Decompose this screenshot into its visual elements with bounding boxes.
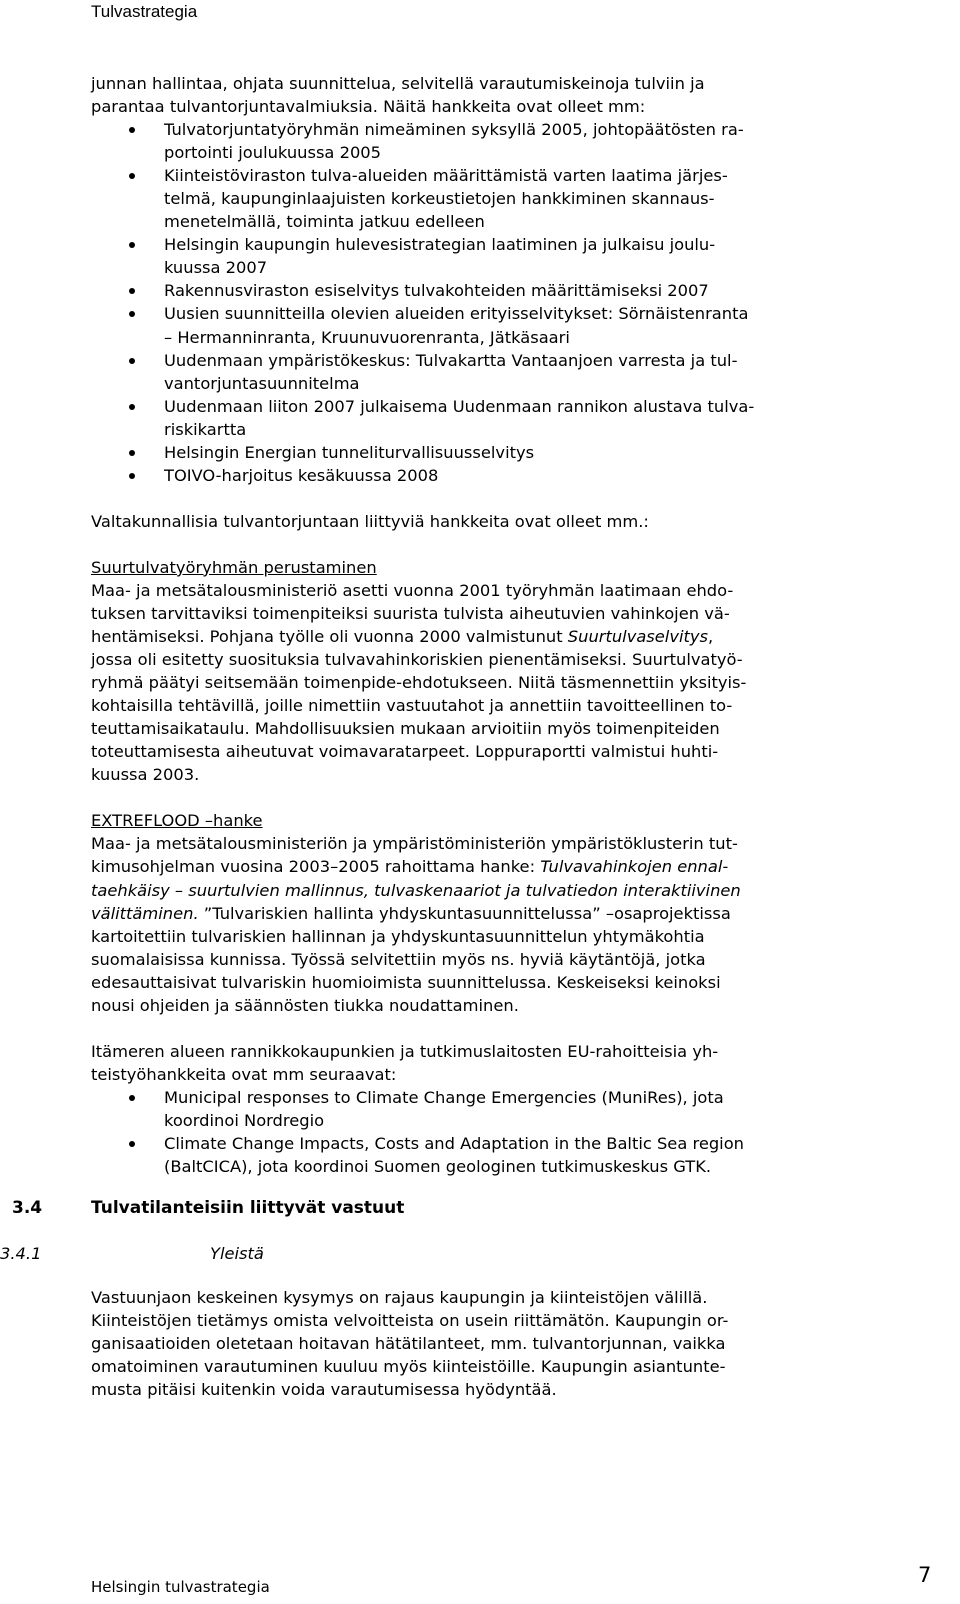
intro-line: junnan hallintaa, ohjata suunnittelua, selvitellä varautumiskeinoja tulviin ja xyxy=(91,74,705,93)
list-item: Tulvatorjuntatyöryhmän nimeäminen syksyllä 2005, johtopäätösten ra- portointi joulukuussa 2005 xyxy=(91,118,931,164)
baltic-intro-line: Itämeren alueen rannikkokaupunkien ja tutkimuslaitosten EU-rahoitteisia yh- xyxy=(91,1041,719,1061)
extreflood-paragraph: Maa- ja metsätalousministeriön ja ympäristöministeriön ympäristöklusterin tut- kimusohjelman vuosina 2003–2005 rahoittama hanke: Tulvavahinkojen ennal- taehkäisy – suurtulvien mallinnus, tulvaskenaariot ja tulvatiedon interaktiivinen välittäminen. ”Tulvariskien hallinta yhdyskuntasuunnittelussa” –osaprojektissa kartoitettiin tulvariskien hallinnan ja yhdyskuntasuunnittelun yhtymäkohtia suomalaisissa kunnissa. Työssä selvitettiin myös ns. hyviä käytäntöjä, jotka edesauttaisivat tulvariskin huomioimista suunnittelussa. Keskeiseksi keinoksi nousi ohjeiden ja säännösten tiukka noudattaminen. xyxy=(91,834,741,1015)
list-item: Helsingin kaupungin hulevesistrategian laatiminen ja julkaisu joulu- kuussa 2007 xyxy=(91,233,931,279)
baltic-intro-line: teistyöhankkeita ovat mm seuraavat: xyxy=(91,1064,397,1084)
list-item: Climate Change Impacts, Costs and Adaptation in the Baltic Sea region (BaltCICA), jota koordinoi Suomen geologinen tutkimuskeskus GTK. xyxy=(91,1132,931,1178)
subsection-title: Yleistä xyxy=(210,1244,264,1263)
responsibility-paragraph: Vastuunjaon keskeinen kysymys on rajaus kaupungin ja kiinteistöjen välillä. Kiinteistöjen tietämys omista velvoitteista on usein riittämätön. Kaupungin or- ganisaatioiden oletetaan hoitavan hätätilanteet, mm. tulvantorjunnan, vaikka omatoiminen varautuminen kuuluu myös kiinteistöille. Kaupungin asiantunte- musta pitäisi kuitenkin voida varautumisessa hyödyntää. xyxy=(91,1288,729,1400)
subsection-number: 3.4.1 xyxy=(0,1244,42,1263)
page-number: 7 xyxy=(918,1563,932,1587)
list-item: Municipal responses to Climate Change Emergencies (MuniRes), jota koordinoi Nordregio xyxy=(91,1086,931,1132)
list-item: TOIVO-harjoitus kesäkuussa 2008 xyxy=(91,464,931,487)
list-item: Kiinteistöviraston tulva-alueiden määrittämistä varten laatima järjes- telmä, kaupunginlaajuisten korkeustietojen hankkiminen skannaus- menetelmällä, toiminta jatkuu edelleen xyxy=(91,164,931,233)
extreflood-heading: EXTREFLOOD –hanke xyxy=(91,811,263,831)
list-item: Uusien suunnitteilla olevien alueiden erityisselvitykset: Sörnäistenranta – Hermanninranta, Kruunuvuorenranta, Jätkäsaari xyxy=(91,302,931,348)
section-title: Tulvatilanteisiin liittyvät vastuut xyxy=(91,1198,405,1218)
national-projects-intro: Valtakunnallisia tulvantorjuntaan liittyviä hankkeita ovat olleet mm.: xyxy=(91,511,649,531)
list-item: Rakennusviraston esiselvitys tulvakohteiden määrittämiseksi 2007 xyxy=(91,279,931,302)
projects-bullet-list xyxy=(91,118,931,487)
footer-title: Helsingin tulvastrategia xyxy=(91,1578,270,1596)
intro-line: parantaa tulvantorjuntavalmiuksia. Näitä hankkeita ovat olleet mm: xyxy=(91,97,646,117)
suurtulva-paragraph: Maa- ja metsätalousministeriö asetti vuonna 2001 työryhmän laatimaan ehdo- tuksen tarvittaviksi toimenpiteiksi suurista tulvista aiheutuvien vahinkojen vä- hentämiseksi. Pohjana työlle oli vuonna 2000 valmistunut Suurtulvaselvitys, jossa oli esitetty suosituksia tulvavahinkoriskien pienentämiseksi. Suurtulvatyö- ryhmä päätyi seitsemään toimenpide-ehdotukseen. Niitä täsmennettiin yksityis- kohtaisilla tehtävillä, joille nimettiin vastuutahot ja annettiin tavoitteellinen to- teuttamisaikataulu. Mahdollisuuksien mukaan arvioitiin myös toimenpiteiden toteuttamisesta aiheutuvat voimavaratarpeet. Loppuraportti valmistui huhti- kuussa 2003. xyxy=(91,580,747,785)
main-content xyxy=(91,72,931,1178)
section-number: 3.4 xyxy=(12,1198,43,1218)
page-header-title: Tulvastrategia xyxy=(91,2,198,21)
list-item: Helsingin Energian tunneliturvallisuusselvitys xyxy=(91,441,931,464)
list-item: Uudenmaan liiton 2007 julkaisema Uudenmaan rannikon alustava tulva- riskikartta xyxy=(91,395,931,441)
baltic-bullet-list xyxy=(91,1086,931,1178)
list-item: Uudenmaan ympäristökeskus: Tulvakartta Vantaanjoen varresta ja tul- vantorjuntasuunnitelma xyxy=(91,349,931,395)
suurtulva-heading: Suurtulvatyöryhmän perustaminen xyxy=(91,557,377,577)
